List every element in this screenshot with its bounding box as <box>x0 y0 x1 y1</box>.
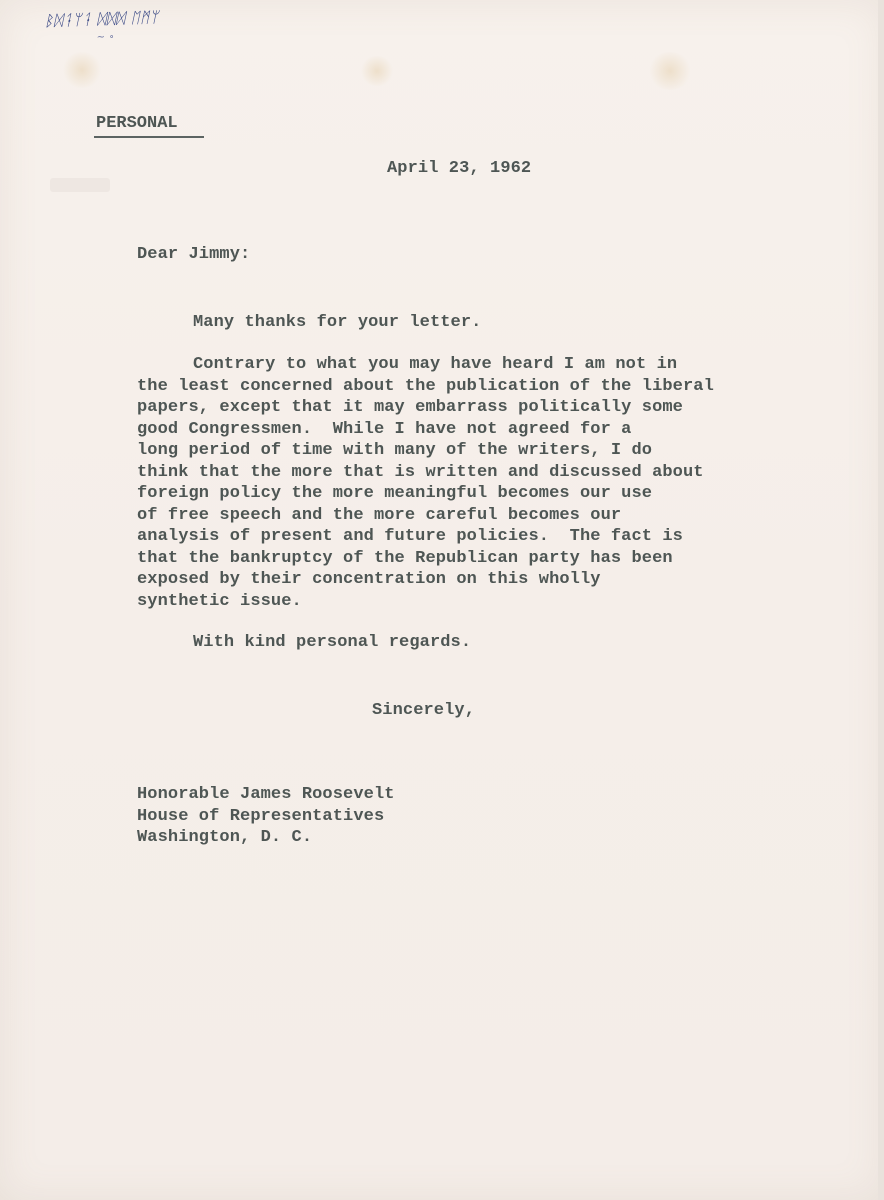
faint-mark <box>50 178 110 192</box>
paragraph-line: good Congressmen. While I have not agreed for a <box>137 419 632 439</box>
paragraph-line: long period of time with many of the writers, I do <box>137 441 653 460</box>
paragraph-line: papers, except that it may embarrass politically some <box>137 398 683 417</box>
paper-stain <box>360 56 394 86</box>
paragraph-line: analysis of present and future policies. The fact is <box>137 527 683 546</box>
paragraph-line: of free speech and the more careful becomes our <box>137 505 622 525</box>
paper-stain <box>648 52 692 90</box>
address-line: Honorable James Roosevelt <box>137 785 395 804</box>
paragraph-line: synthetic issue. <box>137 591 302 611</box>
handwritten-annotation <box>43 7 160 44</box>
handwritten-annotation-text: ᛒᛞᛑᛘᛑ ᛞᛞᛞ ᛖᛗᛘ <box>43 7 160 31</box>
paragraph-line: Contrary to what you may have heard I am not in <box>193 355 678 374</box>
personal-marking: PERSONAL <box>96 114 178 133</box>
paragraph-line: exposed by their concentration on this wholly <box>137 570 601 589</box>
letter-date: April 23, 1962 <box>387 159 532 178</box>
paragraph-line: the least concerned about the publication of the liberal <box>137 376 714 396</box>
personal-underline <box>94 136 204 138</box>
paragraph-line: think that the more that is written and discussed about <box>137 462 704 482</box>
salutation: Dear Jimmy: <box>137 245 251 264</box>
paragraph-line: that the bankruptcy of the Republican party has been <box>137 548 673 568</box>
handwritten-mark: ~ ∘ <box>96 31 115 44</box>
paper-stain <box>62 52 102 88</box>
signoff: Sincerely, <box>372 701 476 720</box>
address-line: Washington, D. C. <box>137 828 313 847</box>
paragraph-line: foreign policy the more meaningful becomes our use <box>137 484 653 503</box>
recipient-address <box>137 784 395 849</box>
closing-line: With kind personal regards. <box>193 633 472 652</box>
paragraph-thanks: Many thanks for your letter. <box>193 313 482 332</box>
page-edge <box>878 0 884 1200</box>
paragraph-main <box>137 354 714 612</box>
address-line: House of Representatives <box>137 806 385 826</box>
